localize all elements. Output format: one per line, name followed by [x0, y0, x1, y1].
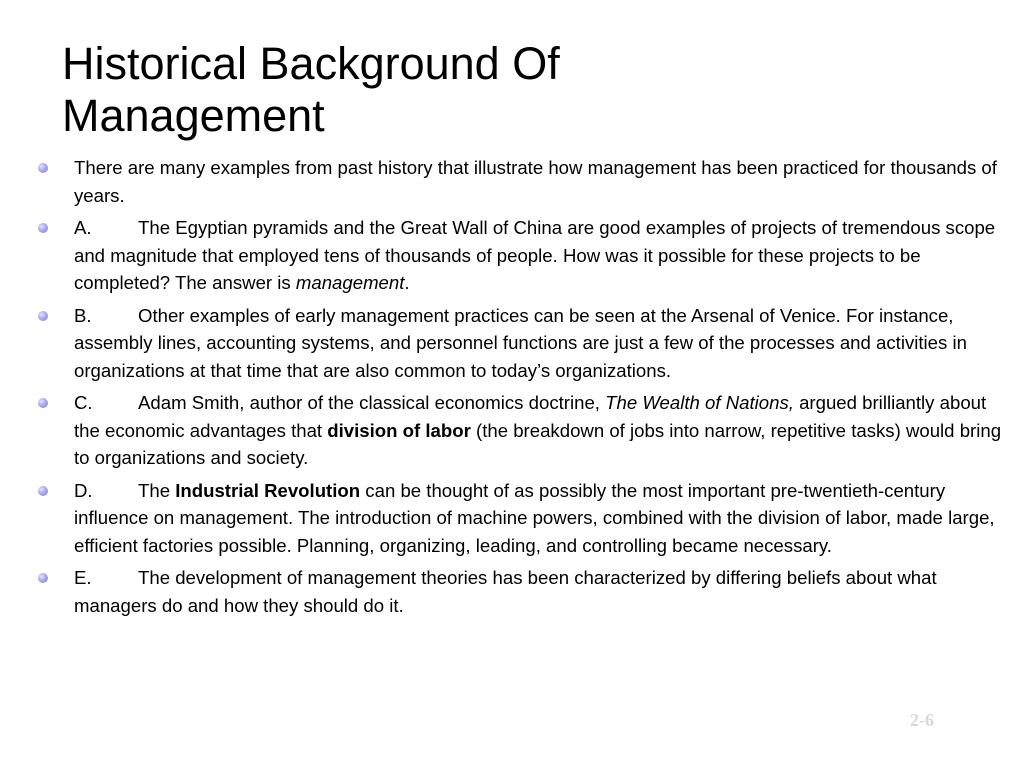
bullet-dot-icon [38, 163, 48, 173]
bullet-dot-icon [38, 486, 48, 496]
bullet-a [0, 214, 1024, 297]
bullet-dot-icon [38, 573, 48, 583]
bullet-c-bold: division of labor [327, 419, 471, 441]
bullet-e-letter: E. [74, 567, 92, 588]
page-number: 2-6 [910, 710, 934, 730]
bullet-b-text: Other examples of early management practices can be seen at the Arsenal of Venice. For instance, assembly lines, accounting systems, and personnel functions are just a few of the processes and activities in organizations at that time that are also common to today’s organizations. [74, 304, 967, 381]
bullet-d [0, 477, 1024, 560]
bullet-c-italic: The Wealth of Nations, [605, 392, 794, 413]
bullet-e-text: The development of management theories has been characterized by differing beliefs about what managers do and how they should do it. [74, 567, 937, 616]
bullet-c-text: Adam Smith, author of the classical economics doctrine, [138, 392, 606, 413]
bullet-b [0, 302, 1024, 385]
bullet-intro [0, 154, 1024, 209]
bullet-a-italic: management [295, 272, 405, 293]
bullet-d-text: The [138, 479, 176, 501]
bullet-a-letter: A. [74, 217, 92, 238]
slide-title [62, 38, 962, 142]
bullet-c-letter: C. [74, 392, 93, 413]
bullet-c [0, 389, 1024, 472]
bullet-dot-icon [38, 311, 48, 321]
bullet-c-text-mid: argued brilliantly about the economic advantages that [74, 392, 987, 441]
bullet-d-bold: Industrial Revolution [175, 479, 361, 501]
bullet-list [0, 154, 1024, 624]
slide-title-line-1: Historical Background Of [62, 38, 560, 89]
bullet-dot-icon [38, 398, 48, 408]
bullet-e [0, 564, 1024, 619]
bullet-b-letter: B. [74, 304, 92, 326]
bullet-c-text-end: (the breakdown of jobs into narrow, repetitive tasks) would bring to organizations and society. [74, 419, 1002, 468]
bullet-d-text-end: can be thought of as possibly the most important pre-twentieth-century influence on management. The introduction of machine powers, combined with the division of labor, made large, efficient factories possible. Planning, organizing, leading, and controlling became necessary. [74, 479, 995, 556]
bullet-a-text: The Egyptian pyramids and the Great Wall of China are good examples of projects of tremendous scope and magnitude that employed tens of thousands of people. How was it possible for these projects to be completed? The answer is [74, 217, 996, 293]
slide-title-line-2: Management [62, 90, 325, 141]
bullet-a-text-end: . [404, 272, 410, 293]
bullet-d-letter: D. [74, 479, 93, 501]
bullet-dot-icon [38, 223, 48, 233]
bullet-intro-text: There are many examples from past history that illustrate how management has been practiced for thousands of years. [74, 157, 997, 206]
